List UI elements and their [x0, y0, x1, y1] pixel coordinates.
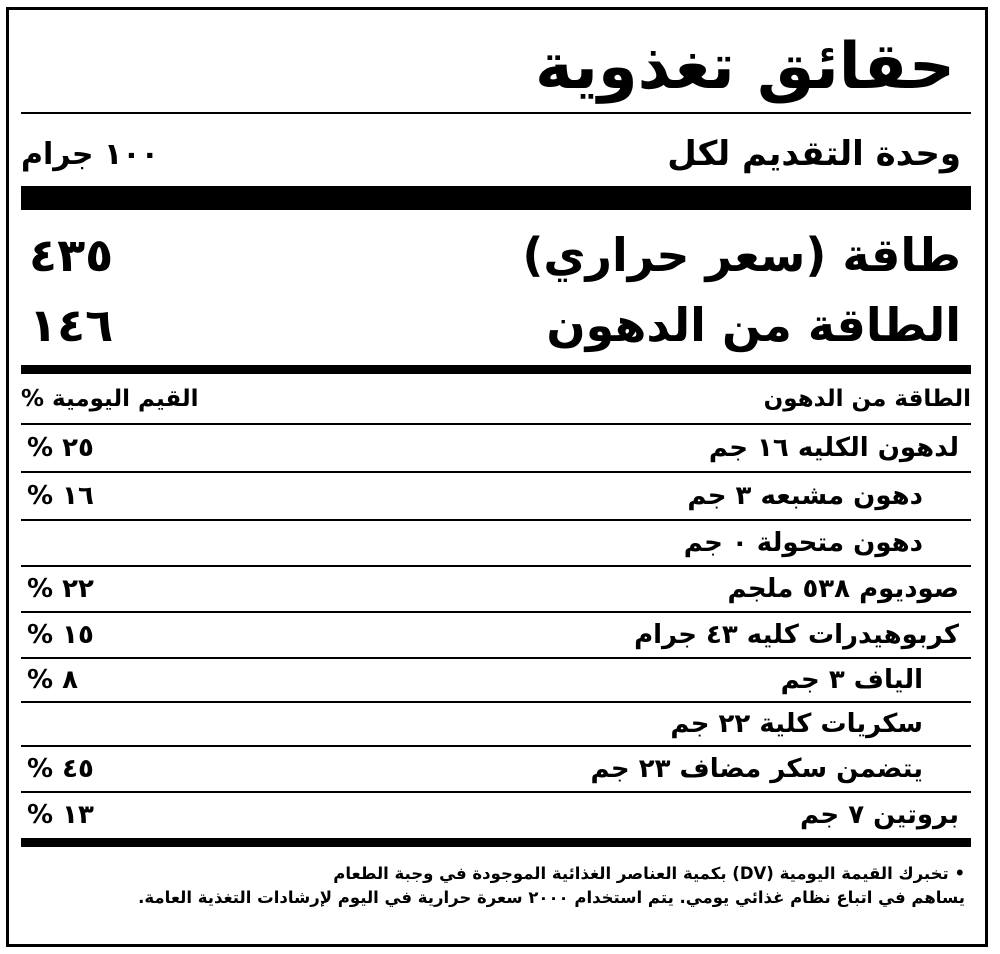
nutrient-dv: ١٥ %	[27, 620, 94, 650]
nutrient-row	[21, 521, 971, 565]
serving-amount: ١٠٠ جرام	[21, 136, 159, 172]
nutrient-row	[21, 567, 971, 611]
nutrient-dv: ١٣ %	[27, 800, 94, 830]
daily-header-label: الطاقة من الدهون	[763, 386, 971, 412]
serving-row	[21, 126, 971, 182]
nutrient-label: سكريات كلية ٢٢ جم	[670, 709, 923, 739]
nutrient-row	[21, 473, 971, 519]
nutrient-row	[21, 747, 971, 791]
nutrient-dv: ٢٥ %	[27, 433, 94, 463]
nutrition-facts-label	[6, 7, 988, 947]
nutrient-row	[21, 703, 971, 745]
nutrient-dv: ٤٥ %	[27, 754, 94, 784]
nutrient-row	[21, 659, 971, 701]
nutrient-label: بروتين ٧ جم	[800, 800, 959, 830]
nutrient-label: كربوهيدرات كليه ٤٣ جرام	[634, 620, 959, 650]
nutrient-label: لدهون الكليه ١٦ جم	[708, 433, 959, 463]
daily-values-heading: القيم اليومية %	[21, 386, 199, 412]
nutrient-dv: ٨ %	[27, 665, 78, 695]
nutrient-dv: ٢٢ %	[27, 574, 94, 604]
nutrient-dv: ١٦ %	[27, 481, 94, 511]
footnote-line: • تخبرك القيمة اليومية (DV) بكمية العناصر الغذائية الموجودة في وجبة الطعام	[333, 864, 965, 883]
nutrient-row	[21, 613, 971, 657]
footnote	[23, 862, 965, 910]
nutrient-label: دهون مشبعه ٣ جم	[687, 481, 923, 511]
footnote-line: يساهم في اتباع نظام غذائي يومي. يتم استخدام ٢٠٠٠ سعرة حرارية في اليوم لإرشادات التغذية العامة.	[138, 888, 965, 907]
energy-row	[21, 220, 971, 290]
nutrient-label: الياف ٣ جم	[780, 665, 923, 695]
label-title: حقائق تغذوية	[535, 30, 955, 104]
serving-label: وحدة التقديم لكل	[667, 134, 961, 174]
divider-medium	[21, 365, 971, 374]
nutrient-row	[21, 425, 971, 471]
nutrient-label: دهون متحولة ٠ جم	[683, 528, 923, 558]
divider-thick	[21, 186, 971, 210]
energy-fat-row	[21, 290, 971, 360]
divider-thin	[21, 112, 971, 114]
nutrient-label: صوديوم ٥٣٨ ملجم	[727, 574, 959, 604]
nutrient-label: يتضمن سكر مضاف ٢٣ جم	[590, 754, 923, 784]
divider-bottom	[21, 838, 971, 847]
energy-fat-label: الطاقة من الدهون	[546, 298, 961, 352]
energy-value: ٤٣٥	[29, 228, 114, 282]
daily-values-header	[21, 376, 971, 422]
energy-fat-value: ١٤٦	[29, 298, 114, 352]
energy-label: طاقة (سعر حراري)	[522, 228, 961, 282]
nutrient-row	[21, 793, 971, 837]
